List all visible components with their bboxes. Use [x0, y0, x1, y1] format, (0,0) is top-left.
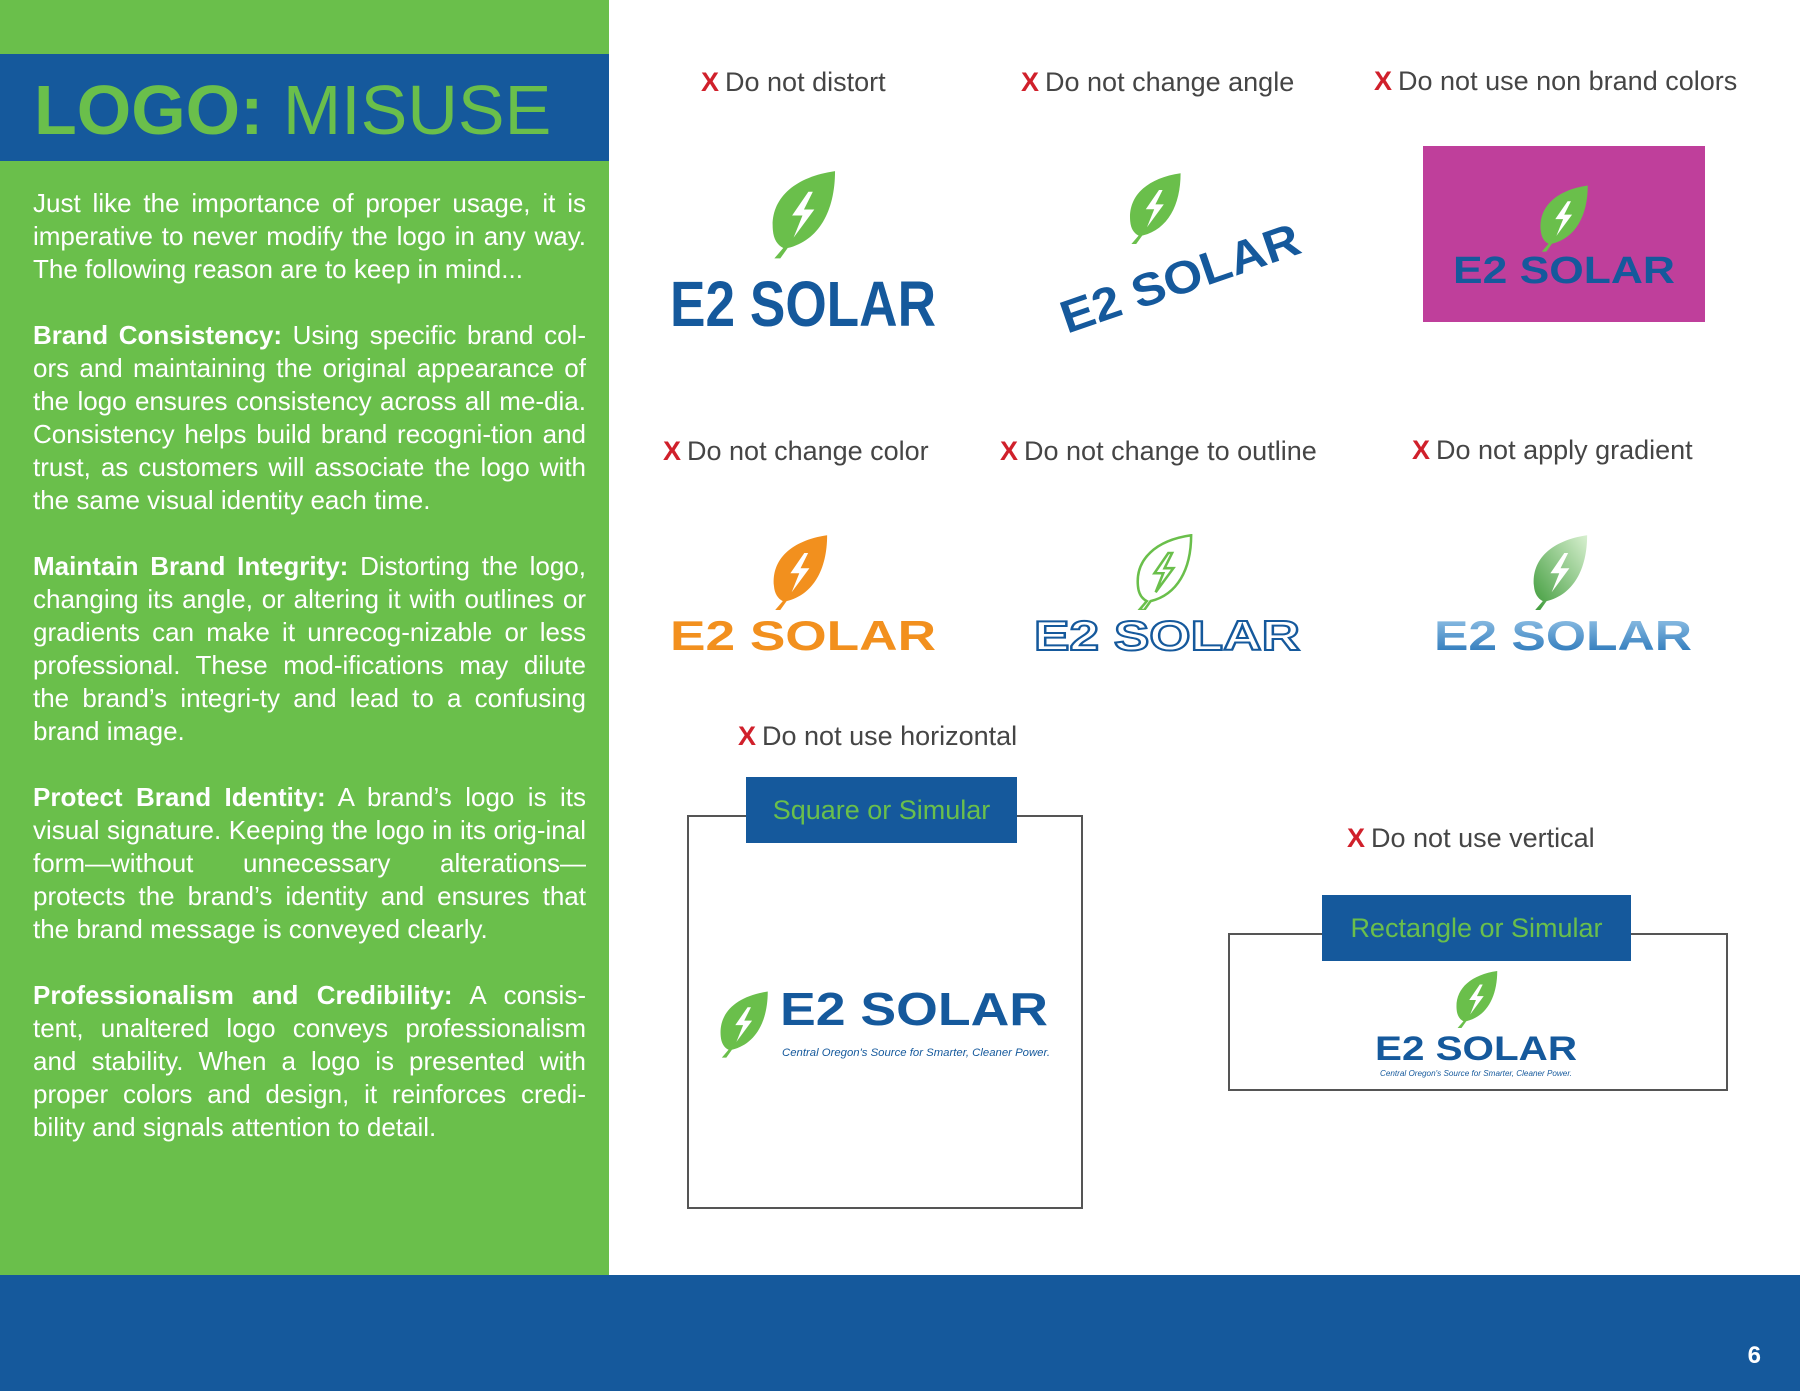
section-heading: Maintain Brand Integrity: [33, 551, 349, 581]
section-heading: Professionalism and Credibility: [33, 980, 453, 1010]
rule-do-not-apply-gradient: X Do not apply gradient [1412, 435, 1693, 465]
logo-vertical [1374, 968, 1578, 1080]
logo-tagline: Central Oregon's Source for Smarter, Cleaner Power. [782, 1047, 1050, 1059]
logo-wordmark: E2 SOLAR [780, 983, 1048, 1035]
leaf-icon [1130, 173, 1181, 244]
logo-wordmark: E2 SOLAR [1053, 219, 1288, 344]
logo-distorted [668, 158, 938, 340]
leaf-icon [1541, 186, 1588, 252]
leaf-icon [1456, 971, 1497, 1028]
x-mark-icon: X [663, 436, 682, 466]
x-mark-icon: X [1021, 67, 1040, 97]
rule-do-not-use-vertical: X Do not use vertical [1347, 823, 1595, 853]
section-text: Using specific brand col-ors and maintaining the original appearance of the logo ensures consistency across all me-dia. Consistency helps build brand recogni-tion and trust, as customers will associate the logo with the same visual identity each time. [33, 320, 586, 515]
page-title [34, 66, 551, 154]
rule-do-not-distort: X Do not distort [701, 67, 886, 97]
rule-do-not-change-to-outline: X Do not change to outline [1000, 436, 1317, 466]
logo-tagline: Central Oregon's Source for Smarter, Cleaner Power. [1380, 1069, 1572, 1078]
logo-outline [1032, 530, 1302, 659]
rule-do-not-change-angle: X Do not change angle [1021, 67, 1295, 97]
leaf-icon [721, 992, 768, 1058]
logo-wordmark: E2 SOLAR [1453, 250, 1675, 292]
page-number: 6 [1747, 1342, 1761, 1369]
x-mark-icon: X [1412, 435, 1431, 465]
leaf-icon [774, 535, 827, 610]
leaf-icon [773, 171, 835, 258]
section-professionalism [33, 979, 586, 1144]
logo-wordmark: E2 SOLAR [670, 612, 936, 659]
section-text: A brand’s logo is its visual signature. Keeping the logo in its orig-inal form—without unnecessary alterations—protects the brand’s identity and ensures that the brand message is conveyed clearly. [33, 782, 586, 944]
leaf-icon [1534, 535, 1587, 610]
section-text: A consis-tent, unaltered logo conveys professionalism and stability. When a logo is presented with proper colors and design, it reinforces credi-bility and signals attention to detail. [33, 980, 586, 1142]
rule-do-not-use-horizontal: X Do not use horizontal [738, 721, 1018, 751]
x-mark-icon: X [1347, 823, 1366, 853]
x-mark-icon: X [1000, 436, 1019, 466]
x-mark-icon: X [1374, 66, 1393, 96]
logo-wordmark: E2 SOLAR [1034, 612, 1300, 659]
rule-do-not-change-color: X Do not change color [663, 436, 929, 466]
logo-wordmark: E2 SOLAR [670, 268, 936, 340]
logo-rotated [1040, 160, 1320, 344]
logo-changed-color [668, 530, 938, 659]
logo-wordmark: E2 SOLAR [1375, 1030, 1577, 1068]
square-frame-label: Square or Simular [746, 777, 1017, 843]
rectangle-frame-label: Rectangle or Simular [1322, 895, 1631, 961]
logo-gradient [1433, 530, 1693, 659]
section-heading: Brand Consistency: [33, 320, 282, 350]
x-mark-icon: X [701, 67, 720, 97]
section-brand-consistency [33, 319, 586, 517]
leaf-icon [1138, 535, 1191, 610]
section-heading: Protect Brand Identity: [33, 782, 326, 812]
section-brand-identity [33, 781, 586, 946]
logo-horizontal [712, 985, 1062, 1065]
intro-paragraph: Just like the importance of proper usage, it is imperative to never modify the logo in any way. The following reason are to keep in mind... [33, 188, 586, 284]
title-rest: MISUSE [282, 71, 552, 149]
footer-band [0, 1275, 1800, 1391]
title-strong: LOGO: [34, 71, 264, 149]
x-mark-icon: X [738, 721, 757, 751]
section-brand-integrity [33, 550, 586, 748]
body-text [33, 187, 586, 1177]
rule-do-not-use-non-brand-colors: X Do not use non brand colors [1374, 66, 1738, 96]
section-text: Distorting the logo, changing its angle, or altering it with outlines or gradients can make it unrecog-nizable or less professional. These mod-ifications may dilute the brand’s integri-ty and lead to a confusing brand image. [33, 551, 586, 746]
logo-wordmark: E2 SOLAR [1434, 612, 1692, 659]
logo-non-brand-colors [1423, 146, 1705, 322]
